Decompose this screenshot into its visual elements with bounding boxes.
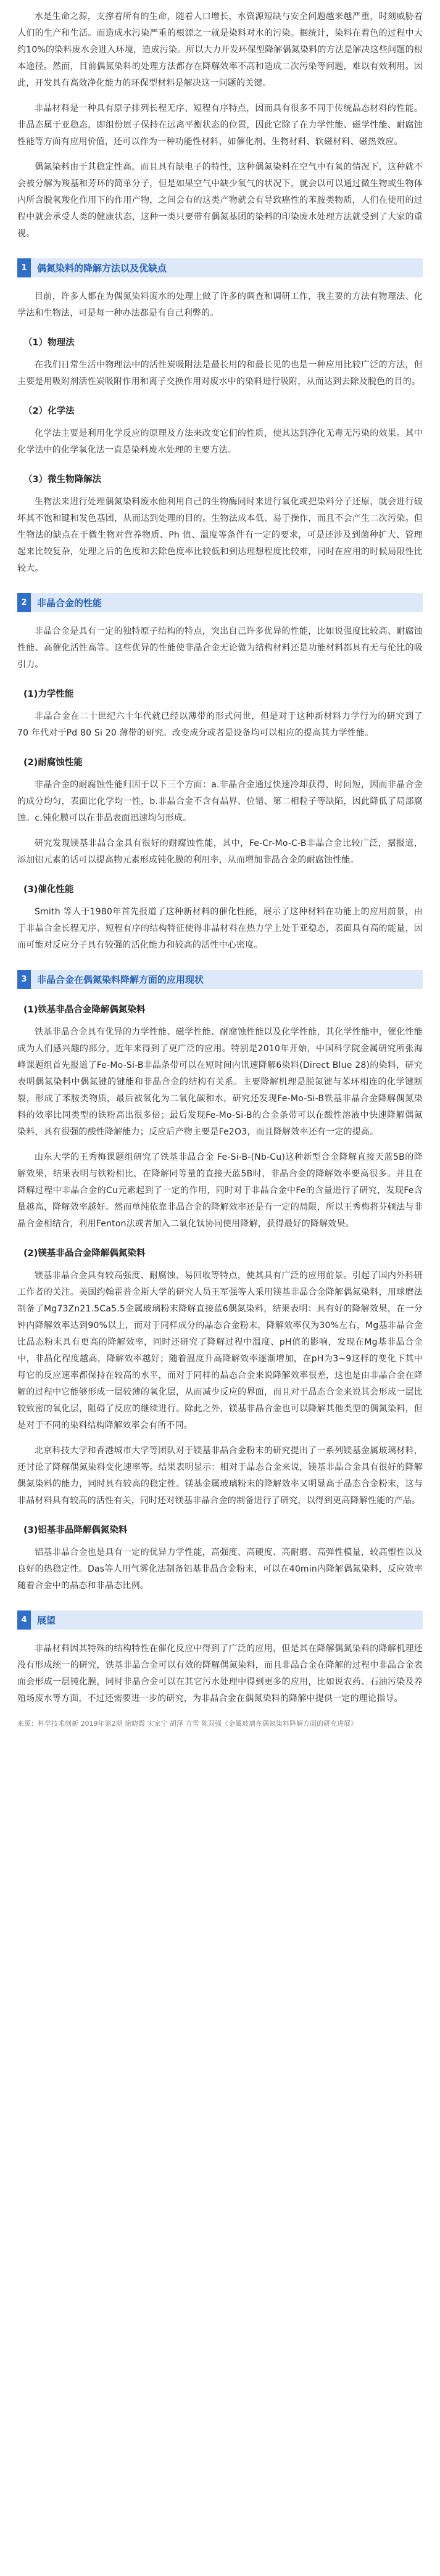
section-heading-4 <box>17 1610 423 1630</box>
section-heading-1 <box>17 258 423 277</box>
subheading-magnesium-based: (2)镁基非晶合金降解偶氮染料 <box>23 1249 146 1258</box>
section-number: 2 <box>17 593 31 612</box>
section-1-intro: 目前，许多人都在为偶氮染料废水的处理上做了许多的调查和调研工作，我主要的方法有物理法、化学法和生物法，可是每一种办法都是有自己利弊的。 <box>17 292 423 318</box>
subheading-aluminum-based: (3)铝基非晶降解偶氮染料 <box>23 1525 128 1535</box>
paragraph-corrosion-1: 非晶合金的耐腐蚀性能归因于以下三个方面：a.非晶合金通过快速冷却获得，时间短，因而非晶合金的成分均匀，表面比化学均一性，b.非晶合金不含有晶界、位错、第二相粒子等缺陷，因此降低了局部腐蚀。c.钝化膜可以在非晶表面迅速均匀形成。 <box>17 780 423 823</box>
paragraph-outlook: 非晶材料因其特殊的结构特性在催化反应中得到了广泛的应用，但是其在降解偶氮染料的降解机理还没有形成统一的研究，铁基非晶合金可以有效的降解偶氮染料，而且非晶合金在降解的过程中非晶合金表面会形成一层钝化膜，同时非晶合金可以在其它污水处理中得到更多的应用，比如说农药、石油污染及养殖场废水等方面，不过还需要进一步的研究，为非晶合金在偶氮染料的降解中提供一定的理论指导。 <box>17 1644 423 1704</box>
subheading-mechanical: (1)力学性能 <box>23 689 74 699</box>
section-title: 展望 <box>31 1610 423 1630</box>
section-2-intro: 非晶合金是具有一定的独特原子结构的特点，突出自己许多优异的性能，比如说强度比较高、耐腐蚀性能、高催化活性高等。这些优异的性能使非晶合金无论做为结构材料还是功能材料都具有无与伦比的吸引力。 <box>17 626 423 670</box>
section-title: 非晶合金的性能 <box>31 593 423 612</box>
paragraph-aluminum-based: 铝基非晶合金也是具有一定的优异力学性能，高强度、高硬度、高耐磨、高弹性模量，较高塑性以及良好的热稳定性。Das等人用气雾化法制备铝基非晶合金粉末，可以在40min内降解偶氮染料，反应效率随着合金中的晶态和非晶态比例。 <box>17 1548 423 1591</box>
paragraph-magnesium-based-1: 镁基非晶合金具有较高强度、耐腐蚀、易回收等特点，使其具有广泛的应用前景。引起了国内外科研工作者的关注。美国约翰霍普金斯大学的研究人员王军强等人采用镁基非晶合金降解偶氮染料，用球磨法制备了Mg73Zn21.5Ca5.5金属玻璃粉末降解直接蓝6偶氮染料，结果表明：具有好的降解效果，在一分钟内降解效率达到90%以上，而对于同样成分的晶态合金粉末，降解效率仅为30%左右，Mg基非晶合金比晶态粉末具有更高的降解效率，同时还研究了降解过程中温度、pH值的影响，发现在Mg基非晶合金中，非晶化程度越高，降解效率越好；随着温度升高降解效率逐渐增加，在pH为3~9这样的变化下其中每它的反应速率都保持在较高的水平，而对于同样的晶态合金来说降解效率很差，这也是由非晶合金在降解的过程中它能够形成一层较薄的氧化层，从而减少反应的界面，而且对于晶态合金来说其会形成一层比较致密的氧化层，阻碍了反应的继续进行。除此之外，镁基非晶合金也可以降解其他类型的偶氮染料，但是对于不同的染料结构降解效率会有所不同。 <box>17 1271 423 1430</box>
section-number: 3 <box>17 970 31 989</box>
subheading-catalytic: (3)催化性能 <box>23 885 74 895</box>
intro-paragraph-1: 水是生命之源，支撑着所有的生命，随着人口增长，水资源短缺与安全问题越来越严重，时刻威胁着人们的生产和生活。而造成水污染严重的根源之一就是染料对水的污染。据统计，染料在着色的过程中大约10%的染料废水会进入环境，造成污染。所以大力开发环保型降解偶氮染料的方法是解决这些问题的根本途径。然而，目前偶氮染料的处理方法都存在降解效率不高和造成二次污染等问题，难以有效利用。因此，开发具有高效净化能力的环保型材料是解决这一问题的关键。 <box>17 12 423 88</box>
subheading-iron-based: (1)铁基非晶合金降解偶氮染料 <box>23 1005 146 1015</box>
section-number: 1 <box>17 258 31 277</box>
source-footer: 来源：科学技术创新 2019年第2期 徐晓霞 宋家宁 胡泽 方雪 陈双强《金属玻璃在偶氮染料降解方面的研究进展》 <box>17 1720 357 1728</box>
section-title: 偶氮染料的降解方法以及优缺点 <box>31 258 423 277</box>
paragraph-iron-based-2: 山东大学的王秀梅课题组研究了铁基非晶合金 Fe-Si-B-(Nb-Cu)这种新型合金降解直接天蓝5B的降解效果，结果表明与铁粉相比，在降解同等量的直接天蓝5B时，非晶合金的降解效率要高很多。并且在降解过程中非晶合金的Cu元素起到了一定的作用，同时对于非晶合金中Fe的含量进行了研究，发现Fe含量越高，降解效率越好。然而单纯依靠非晶合金的降解效率还是有一定的局限，所以王秀梅将芬顿法与非晶合金相结合，利用Fenton法或者加入二氧化钛协同使用降解，获得最好的降解效果。 <box>17 1152 423 1229</box>
subheading-microbial-method: （3）微生物降解法 <box>23 475 102 485</box>
subheading-physical-method: （1）物理法 <box>23 338 75 348</box>
intro-paragraph-2: 非晶材料是一种具有原子排列长程无序、短程有序特点，因而具有很多不同于传统晶态材料的性能。非晶态属于亚稳态，即组份原子保持在远离平衡状态的位置，因此它除了在力学性能、磁学性能、耐腐蚀性能等方面有应用价值，还可以作为一种功能性材料，如催化剂、生物材料、软磁材料、磁热效应。 <box>17 104 423 147</box>
section-heading-2 <box>17 593 423 612</box>
paragraph-catalytic: Smith 等人于1980年首先报道了这种新材料的催化性能，展示了这种材料在功能上的应用前景，由于非晶合金长程无序、短程有序的结构特征使得非晶材料在热力学上处于亚稳态，表面具有高的能量，因而可能对反应分子具有较强的活化能力和较高的活性中心密度。 <box>17 907 423 950</box>
paragraph-magnesium-based-2: 北京科技大学和香港城市大学等团队对于镁基非晶合金粉末的研究提出了一系列镁基金属玻璃材料，还讨论了降解偶氮染料变化速率等。结果表明显示：相对于晶态合金来说，镁基非晶合金具有很好的降解偶氮染料的能力，同时具有较高的稳定性。镁基金属玻璃粉末的降解效率又明显高于晶态合金粉末，这与非晶材料具有较高的活性有关，同时还对镁基非晶合金的制备进行了研究，以得到更高降解性能的产品。 <box>17 1446 423 1506</box>
subheading-corrosion: (2)耐腐蚀性能 <box>23 758 83 768</box>
section-number: 4 <box>17 1610 31 1630</box>
section-heading-3 <box>17 970 423 989</box>
paragraph-chemical-method: 化学法主要是利用化学反应的原理及方法来改变它们的性质，使其达到净化无毒无污染的效果。其中化学法中的化学氧化法一直是染料废水处理的主要方法。 <box>17 429 423 455</box>
paragraph-iron-based-1: 铁基非晶合金具有优异的力学性能、磁学性能、耐腐蚀性能以及化学性能，其化学性能中，催化性能成为人们感兴趣的部分，近年来得到了更广泛的应用。特别是2010年开始，中国科学院金属研究所张海峰课题组首先报道了Fe-Mo-Si-B非晶条带可以在短时间内讯速降解6染料(Direct Blue 28)的染料，研究表明偶氮染料中偶氮键的键能和非晶合金的结构有关系。主要降解机理是脱氮键与苯环相连的化学键断裂，形成了苯胺类物质，最后被氧化为二氧化碳和水，研究还发现Fe-Mo-Si-B铁基非晶合金降解偶氮染料的效率比同类型的铁粉高出很多倍；最后发现Fe-Mo-Si-B的合金条带可以在酸性溶液中快速降解偶氮染料，具有很强的酸性降解能力；反应后产物主要是Fe2O3，而且降解效率还有一定的提高。 <box>17 1027 423 1137</box>
paragraph-microbial-method: 生物法来进行处理偶氮染料废水他利用自己的生物酶同时来进行氧化或把染料分子还原，就会进行破坏其不饱和键和发色基团，从而达到处理的目的。生物法成本低、易于操作，而且不会产生二次污染。但生物法的缺点在于微生物对营养物质、Ph 值、温度等条件有一定的要求，可是还涉及到菌种扩大、管理起来比较复杂，处理之后的色度和去除色度率比较低和到达理想程度比较难，同时在应用的时候局限性比较大。 <box>17 497 423 573</box>
section-title: 非晶合金在偶氮染料降解方面的应用现状 <box>31 970 423 989</box>
paragraph-mechanical: 非晶合金在二十世纪六十年代就已经以薄带的形式问世，但是对于这种新材料力学行为的研究到了 70 年代对于Pd 80 Si 20 薄带的研究。改变成分或者是设备均可以相应的提高其力学性能。 <box>17 712 423 738</box>
subheading-chemical-method: （2）化学法 <box>23 406 75 416</box>
paragraph-corrosion-2: 研究发现镁基非晶合金具有很好的耐腐蚀性能，其中，Fe-Cr-Mo-C-B非晶合金比较广泛，据报道，添加铝元素的话可以提高物元素形成钝化膜的利用率，从而增加非晶合金的耐腐蚀性能。 <box>17 839 423 865</box>
paragraph-physical-method: 在我们日常生活中物理法中的活性炭吸附法是最长用的和最长见的也是一种应用比较广泛的方法，但主要是用吸附剂活性炭吸附作用和离子交换作用对废水中的染料进行吸附，从而达到去除及脱色的目的。 <box>17 360 423 387</box>
intro-paragraph-3: 偶氮染料由于其稳定性高，而且具有缺电子的特性，这种偶氮染料在空气中有氧的情况下，这种就不会被分解为羧基和芳环的简单分子，但是如果空气中缺少氧气的状况下，就会以可以通过微生物或生物体内所含脱氧羧化作用下的作用产物，之间会有的这类产物就会有导致癌性的苯胺类物质，人们在使用的过程中就会承受人类的健康状态，这种一类只要带有偶氮基团的染料的印染废水处理方法就受到了大家的重视。 <box>17 162 423 239</box>
